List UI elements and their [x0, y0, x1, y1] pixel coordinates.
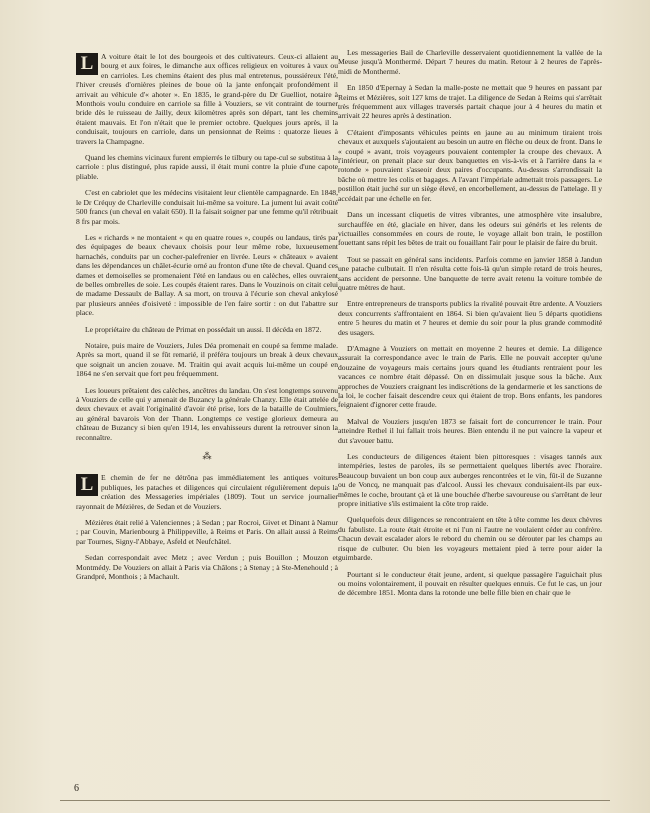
paragraph: Quand les chemins vicinaux furent empierrés le tilbury ou tape-cul se substitua à la carriole : plus distingué, plus rapide aussi, il était muni contre la pluie d'une capote pliable. [76, 153, 338, 181]
paragraph: Les conducteurs de diligences étaient bien pittoresques : visages tannés aux intempéries, lestes de paroles, ils se permettaient quelques libertés avec l'horaire. Beaucoup buvaient un bon coup aux auberges rencontrées et le vin, fût-il de Suzanne ou de Voncq, ne manquait pas d'alcool. Aussi les chevaux conduisaient-ils par eux-mêmes le coche, broutant çà et là une bouchée d'herbe savoureuse ou s'arrêtant de leur propre initiative s'ils estimaient la côte trop raide. [338, 452, 602, 509]
bottom-rule [60, 800, 610, 801]
paragraph: Mézières était relié à Valenciennes ; à Sedan ; par Rocroi, Givet et Dinant à Namur ; par Couvin, Marienbourg à Philippeville, à Reims et Paris. On allait aussi à Reims par Tournes, Signy-l'Abbaye, Asfeld et Neufchâtel. [76, 518, 338, 546]
paragraph: Le propriétaire du château de Primat en possédait un aussi. Il décéda en 1872. [85, 324, 322, 334]
paragraph: Les messageries Bail de Charleville desservaient quotidiennement la vallée de la Meuse jusqu'à Monthermé. Départ 7 heures du matin. Retour à 2 heures de l'après-midi de Monthermé. [338, 48, 602, 76]
page-number: 6 [74, 783, 79, 794]
paragraph: Pourtant si le conducteur était jeune, ardent, si quelque passagère l'aguichait plus ou moins volontairement, il pouvait en résulter quelques ennuis. Ce fut le cas, un jour de décembre 1851. Monta dans la rotonde une belle fille bien en chair que le [338, 569, 602, 598]
paragraph-text: A voiture était le lot des bourgeois et des cultivateurs. Ceux-ci allaient au bourg et aux foires, le dimanche aux offices religieux en voitures à vaux ou en carrioles. Les chemins étaient des plus mal entretenus, poussiéreux l'été, l'hiver creusés d'ornières pleines de boue où la jante enfonçait profondément il arrivait au véhicule d'« ahoter ». En 1835, le grand-père du Dr Guelliot, notaire à Monthois voulu conduire en carriole sa fille à Vouziers, se vit contraint de tourner bride dès le ruisseau de Jailly, deux kilomètres après son départ, tant les chemins étaient mauvais. Et l'on n'était que le premier octobre. Quelques jours après, il la conduisait, toujours en carriole, dans un pensionnat de Reims : quatorze lieues à travers la Champagne. [76, 52, 338, 146]
paragraph [76, 52, 338, 146]
paragraph: Dans un incessant cliquetis de vitres vibrantes, une atmosphère vite insalubre, surchauffée en été, glaciale en hiver, dans les odeurs sui générls et les relents de victuailles consommées en cours de route, le voyage allait bon train, le postillon fouettant sans répit les bêtes de trait ou fouaillant l'air pour le plaisir de faire du bruit. [338, 210, 602, 248]
drop-cap: L [76, 53, 98, 75]
paragraph: Les « richards » ne montaient « qu en quatre roues », coupés ou landaus, tirés par des équipages de beaux chevaux choisis pour leur même robe, luxueusement harnachés, conduits par un cocher-palefrenier en livrée. Leurs « châteaux » avaient dans les dépendances un châlet-écurie orné au fronton d'une tête de cheval. Quand ces dames et demoiselles se promenaient l'été en landaus ou en calèches, elles ouvraient de belles ombrelles de soie. Les coupés étaient rares. Dans le Vouzinois on citait celui de madame Dessaulx de Ballay. A sa mort, on trouva à l'écurie son cheval ankylosé par plusieurs années d'oisiveté : impossible de l'en faire sortir : on dut l'abattre sur place. [76, 232, 338, 318]
paragraph: Les loueurs prêtaient des calèches, ancêtres du landau. On s'est longtemps souvenu à Vouziers de celle qui y amenait de Buzancy la générale Chanzy. Elle était attelée de deux chevaux et avait l'originalité d'avoir été prise, lors de la bataille de Coulmiers, au général bavarois Von der Thann. Longtemps ce vestige glorieux demeura au château de Buzancy si bien qu'en 1914, les envahisseurs durent la retrouver sinon la reconnaître. [76, 385, 338, 442]
drop-cap: L [76, 474, 98, 496]
paragraph: Sedan correspondait avec Metz ; avec Verdun ; puis Bouillon ; Mouzon et Montmédy. De Vouziers on allait à Paris via Châlons ; à Stenay ; à Ste-Menehould ; à Grandpré, Monthois ; à Machault. [76, 553, 338, 582]
left-column [76, 52, 338, 589]
section-divider: ⁂ [202, 451, 212, 462]
paragraph: Tout se passait en général sans incidents. Parfois comme en janvier 1858 à Jandun une patache culbutait. Il n'en résulta cette fois-là qu'un simple retard de trois heures, sans accident de personne. Une banquette de terre avait retenu la voiture tombée de quatre mètres de haut. [338, 254, 602, 292]
right-column [338, 48, 602, 605]
paragraph: Entre entrepreneurs de transports publics la rivalité pouvait être ardente. A Vouziers deux concurrents s'affrontaient en 1864. Si bien qu'avaient lieu 5 départs quotidiens entre 5 heures du matin et 7 heures et demie du soir pour la plus grande commodité des usagers. [338, 299, 602, 337]
paragraph: En 1850 d'Epernay à Sedan la malle-poste ne mettait que 9 heures en passant par Reims et Mézières, soit 127 kms de trajet. La diligence de Sedan à Reims qui s'arrêtait très fréquemment aux villages traversés partait chaque jour à 4 heures du matin et arrivait 22 heures après à destination. [338, 83, 602, 121]
paragraph-text: E chemin de fer ne détrôna pas immédiatement les antiques voitures publiques, les pataches et diligences qui circulaient régulièrement depuis la création des Messageries impériales (1809). Tout un service journalier rayonnait de Mézières, de Sedan et de Vouziers. [76, 473, 338, 511]
paragraph: C'étaient d'imposants véhicules peints en jaune au au minimum tiraient trois chevaux et auxquels s'ajoutaient au besoin un autre en flèche ou deux de front. Dans le « coupé » avant, trois voyageurs pouvaient contempler la croupe des chevaux. A l'intérieur, on prenait place sur deux banquettes en vis-à-vis et à l'arrière dans la « rotonde » pouvaient s'asseoir deux paires d'occupants. Au-dessus s'arrondissait la bâche où mettre les colis et bagages. A l'avant l'impériale admettait trois passagers. Le postillon était juché sur un siège élevé, en encorbellement, au-dessus de l'attelage. Il y accédait par une échelle en fer. [338, 127, 602, 203]
paragraph: Malval de Vouziers jusqu'en 1873 se faisait fort de concurrencer le train. Pour atteindre Rethel il lui fallait trois heures. Bien entendu il ne put vaincre la vapeur et dut s'avouer battu. [338, 416, 602, 445]
paragraph: D'Amagne à Vouziers on mettait en moyenne 2 heures et demie. La diligence assurait la correspondance avec le train de Paris. Elle ne pouvait accepter qu'une douzaine de voyageurs mais certains jours quand les étudiants rentraient pour les vacances ce nombre était dépassé. On en dissimulait jusque sous la bâche. Aux approches de Vouziers craignant les indiscrétions de la gendarmerie et les sanctions de la loi, le cocher faisait descendre ceux qui étaient de trop. Bons enfants, les pandores feignaient d'ignorer cette fraude. [338, 343, 602, 410]
paragraph: Quelquefois deux diligences se rencontraient en tête à tête comme les deux chèvres du fabuliste. La route était étroite et ni l'un ni l'autre ne voulaient céder au confrère. Chacun devait escalader alors le rebord du chemin ou se dérouter par les champs au risque de culbuter. Ou bien les voyageurs mettaient pied à terre pour aider la guimbarde. [338, 515, 602, 563]
paragraph [76, 473, 338, 511]
paragraph: Notaire, puis maire de Vouziers, Jules Déa promenait en coupé sa femme malade. Après sa mort, quand il se fût remarié, il préféra toujours un break à deux chevaux que soignait un ancien zouave. M. Traitin qui avait acquis lui-même un coupé en 1864 ne s'en servait que fort peu fréquemment. [76, 340, 338, 379]
paragraph: C'est en cabriolet que les médecins visitaient leur clientèle campagnarde. En 1848, le Dr Créquy de Charleville conduisait lui-même sa voiture. La jument lui avait coûté 500 francs (un cheval en valait 650). Il la faisait soigner par une femme qu'il rétribuait 8 frs par mois. [76, 188, 338, 226]
